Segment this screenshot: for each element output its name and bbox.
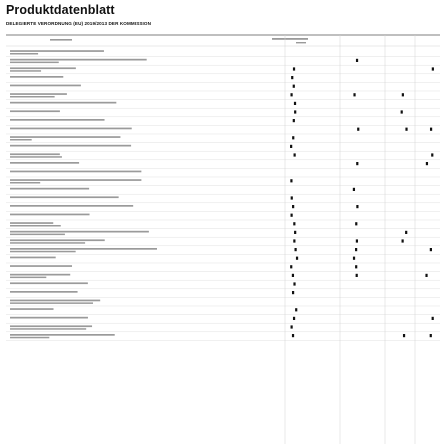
header-cell-placeholder [50,39,72,41]
row-label-placeholder [10,70,41,72]
value-marker [356,162,358,165]
row-label-placeholder [10,325,92,327]
value-marker [292,136,294,139]
row-label-placeholder [10,334,115,336]
value-marker [405,231,407,234]
row-label-placeholder [10,188,89,190]
value-marker [293,282,295,285]
row-label-placeholder [10,85,81,87]
row-label-placeholder [10,317,88,319]
row-label-placeholder [10,102,116,104]
value-marker [432,67,434,70]
row-label-placeholder [10,225,61,227]
value-marker [401,110,403,113]
value-marker [293,239,295,242]
value-marker [353,188,355,191]
row-label-placeholder [10,153,60,155]
value-marker [292,205,294,208]
row-label-placeholder [10,136,120,138]
row-label-placeholder [10,96,55,98]
regulation-subtitle: DELEGIERTE VERORDNUNG (EU) 2019/2013 DER KOMMISSION [6,21,151,26]
row-label-placeholder [10,265,72,267]
row-label-placeholder [10,53,38,55]
row-label-placeholder [10,308,54,310]
value-marker [353,93,355,96]
row-label-placeholder [10,282,88,284]
value-marker [430,248,432,251]
value-marker [292,334,294,337]
value-marker [356,59,358,62]
value-marker [356,274,358,277]
value-marker [403,334,405,337]
row-label-placeholder [10,119,105,121]
value-marker [353,257,355,260]
value-marker [425,274,427,277]
value-marker [292,291,294,294]
row-label-placeholder [10,337,49,339]
row-label-placeholder [10,257,56,259]
row-label-placeholder [10,302,93,304]
row-label-placeholder [10,93,67,95]
page-title: Produktdatenblatt [6,3,115,17]
row-label-placeholder [10,50,104,52]
row-label-placeholder [10,231,149,233]
value-marker [431,153,433,156]
row-label-placeholder [10,171,141,173]
row-label-placeholder [10,156,62,158]
header-cell-placeholder [272,38,308,40]
value-marker [430,128,432,131]
value-marker [293,85,295,88]
row-label-placeholder [10,251,76,253]
row-label-placeholder [10,59,147,61]
row-label-placeholder [10,248,157,250]
value-marker [295,308,297,311]
row-label-placeholder [10,300,100,302]
value-marker [293,67,295,70]
row-label-placeholder [10,67,76,69]
value-marker [355,265,357,268]
value-marker [294,110,296,113]
row-label-placeholder [10,139,32,141]
value-marker [355,222,357,225]
value-marker [290,214,292,217]
row-label-placeholder [10,145,131,147]
row-label-placeholder [10,162,79,164]
value-marker [294,231,296,234]
value-marker [295,248,297,251]
row-label-placeholder [10,196,119,198]
value-marker [356,205,358,208]
row-label-placeholder [10,274,70,276]
value-marker [291,196,293,199]
row-label-placeholder [10,291,78,293]
row-label-placeholder [10,328,86,330]
value-marker [294,153,296,156]
row-label-placeholder [10,242,85,244]
value-marker [290,145,292,148]
value-marker [355,248,357,251]
value-marker [294,102,296,105]
row-label-placeholder [10,62,59,64]
header-cell-placeholder [296,42,306,43]
value-marker [405,128,407,131]
value-marker [293,119,295,122]
value-marker [402,93,404,96]
value-marker [402,239,404,242]
row-label-placeholder [10,239,105,241]
row-label-placeholder [10,179,141,181]
value-marker [291,325,293,328]
value-marker [290,93,292,96]
value-marker [356,239,358,242]
value-marker [292,274,294,277]
value-marker [293,317,295,320]
value-marker [426,162,428,165]
value-marker [430,334,432,337]
value-marker [290,179,292,182]
row-label-placeholder [10,182,40,184]
row-label-placeholder [10,205,133,207]
value-marker [296,257,298,260]
value-marker [293,222,295,225]
row-label-placeholder [10,214,90,216]
row-label-placeholder [10,222,53,224]
row-label-placeholder [10,76,63,78]
value-marker [357,128,359,131]
row-label-placeholder [10,277,46,279]
row-label-placeholder [10,110,60,112]
row-label-placeholder [10,128,132,130]
value-marker [291,76,293,79]
row-label-placeholder [10,234,65,236]
value-marker [290,265,292,268]
value-marker [432,317,434,320]
